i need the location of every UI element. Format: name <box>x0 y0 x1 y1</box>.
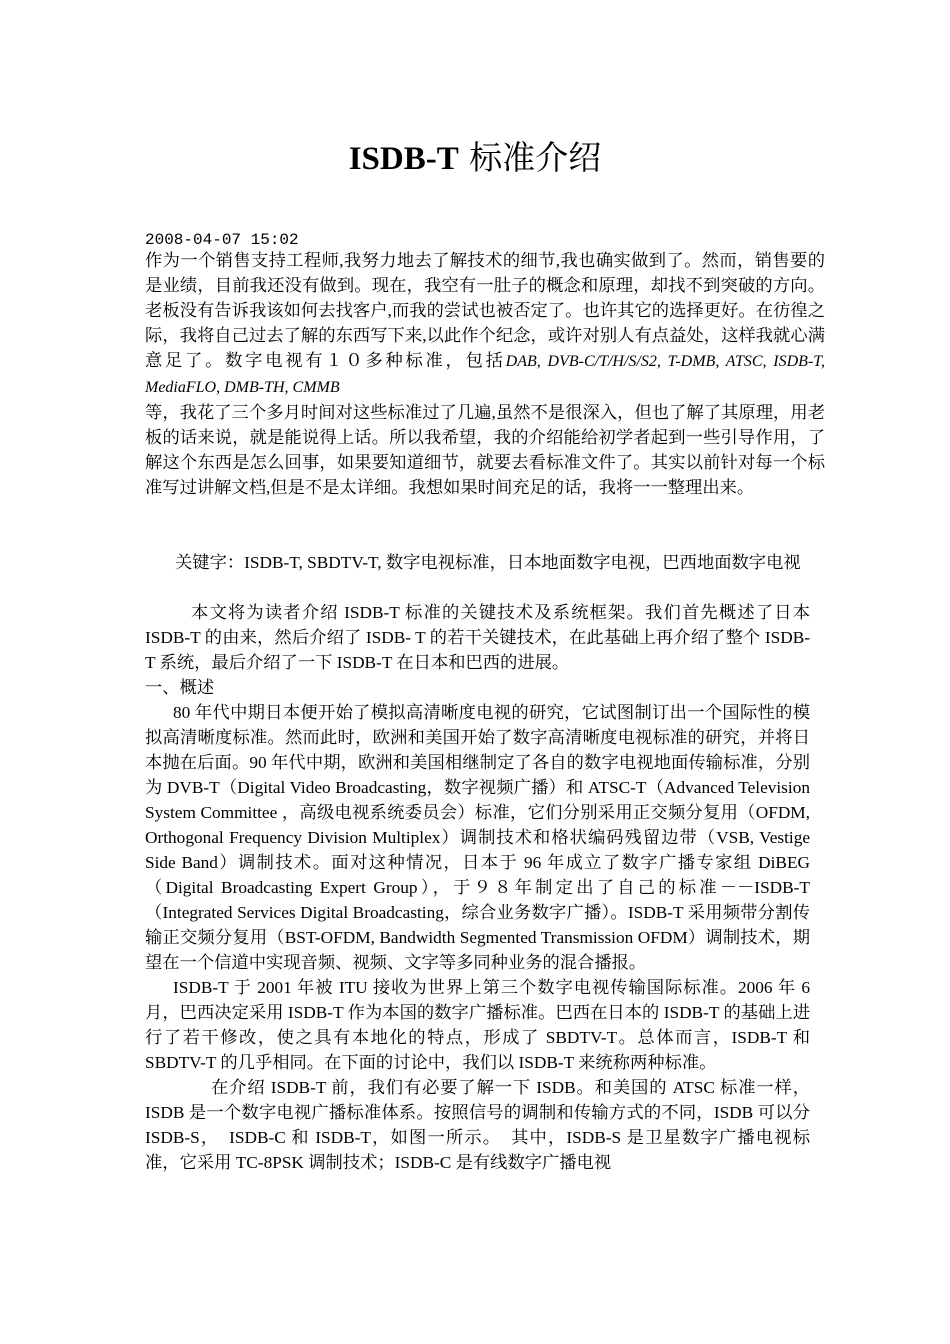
section-heading: 一、概述 <box>145 678 215 697</box>
intro-part-2: 等，我花了三个多月时间对这些标准过了几遍,虽然不是很深入，但也了解了其原理，用老板的话来说，就是能说得上话。所以我希望，我的介绍能给初学者起到一些引导作用，了解这个东西是怎么回事，如果要知道细节，就要去看标准文件了。其实以前针对每一个标准写过讲解文档,但是不是太详细。我想如果时间充足的话，我将一一整理出来。 <box>145 403 825 497</box>
intro-text <box>145 248 825 500</box>
keywords-section <box>145 550 810 575</box>
main-body <box>145 600 810 1175</box>
document-title <box>0 136 950 181</box>
post-timestamp: 2008-04-07 15:02 <box>145 231 299 249</box>
document-title-en: ISDB-T <box>348 141 459 177</box>
section-paragraph: ISDB-T 于 2001 年被 ITU 接收为世界上第三个数字电视传输国际标准。2006 年 6 月，巴西决定采用 ISDB-T 作为本国的数字广播标准。巴西在日本的 ISDB-T 的基础上进行了若干修改，使之具有本地化的特点，形成了 SBDTV-T。总体而言，ISDB-T 和 SBDTV-T 的几乎相同。在下面的讨论中，我们以 ISDB-T 来统称两种标准。 <box>145 978 810 1072</box>
intro-part-1: 作为一个销售支持工程师,我努力地去了解技术的细节,我也确实做到了。然而，销售要的是业绩，目前我还没有做到。现在，我空有一肚子的概念和原理，却找不到突破的方向。老板没有告诉我该如何去找客户,而我的尝试也被否定了。也许其它的选择更好。在彷徨之际，我将自己过去了解的东西写下来,以此作个纪念，或许对别人有点益处，这样我就心满意足了。数字电视有１０多种标准，包括 <box>145 251 825 370</box>
document-title-cn: 标准介绍 <box>458 138 602 177</box>
section-paragraph: 80 年代中期日本便开始了模拟高清晰度电视的研究，它试图制订出一个国际性的模拟高清晰度标准。然而此时，欧洲和美国开始了数字高清晰度电视标准的研究，并将日本抛在后面。90 年代中期，欧洲和美国相继制定了各自的数字电视地面传输标准，分别为 DVB-T（Digital Video Broadcasting，数字视频广播）和 ATSC-T（Advanced Television System Committee ，高级电视系统委员会）标准，它们分别采用正交频分复用（OFDM, Orthogonal Frequency Division Multiplex）调制技术和格状编码残留边带（VSB, Vestige Side Band）调制技术。面对这种情况，日本于 96 年成立了数字广播专家组 DiBEG（Digital Broadcasting Expert Group），于９８年制定出了自己的标准－－ISDB-T（Integrated Services Digital Broadcasting，综合业务数字广播）。ISDB-T 采用频带分割传输正交频分复用（BST-OFDM, Bandwidth Segmented Transmission OFDM）调制技术，期望在一个信道中实现音频、视频、文字等多同种业务的混合播报。 <box>145 703 810 972</box>
keywords-text: 关键字：ISDB-T, SBDTV-T, 数字电视标准，日本地面数字电视，巴西地面数字电视 <box>175 553 801 572</box>
abstract-paragraph: 本文将为读者介绍 ISDB-T 标准的关键技术及系统框架。我们首先概述了日本 ISDB-T 的由来，然后介绍了 ISDB- T 的若干关键技术，在此基础上再介绍了整个 ISDB-T 系统，最后介绍了一下 ISDB-T 在日本和巴西的进展。 <box>145 603 810 672</box>
standards-list: DAB, DVB-C/T/H/S/S2, T-DMB, ATSC, ISDB-T, MediaFLO, DMB-TH, CMMB <box>145 353 825 396</box>
section-paragraph: 在介绍 ISDB-T 前，我们有必要了解一下 ISDB。和美国的 ATSC 标准一样，ISDB 是一个数字电视广播标准体系。按照信号的调制和传输方式的不同，ISDB 可以分 ISDB-S， ISDB-C 和 ISDB-T，如图一所示。 其中，ISDB-S 是卫星数字广播电视标准，它采用 TC-8PSK 调制技术；ISDB-C 是有线数字广播电视 <box>145 1078 810 1172</box>
intro-paragraph <box>145 248 825 500</box>
